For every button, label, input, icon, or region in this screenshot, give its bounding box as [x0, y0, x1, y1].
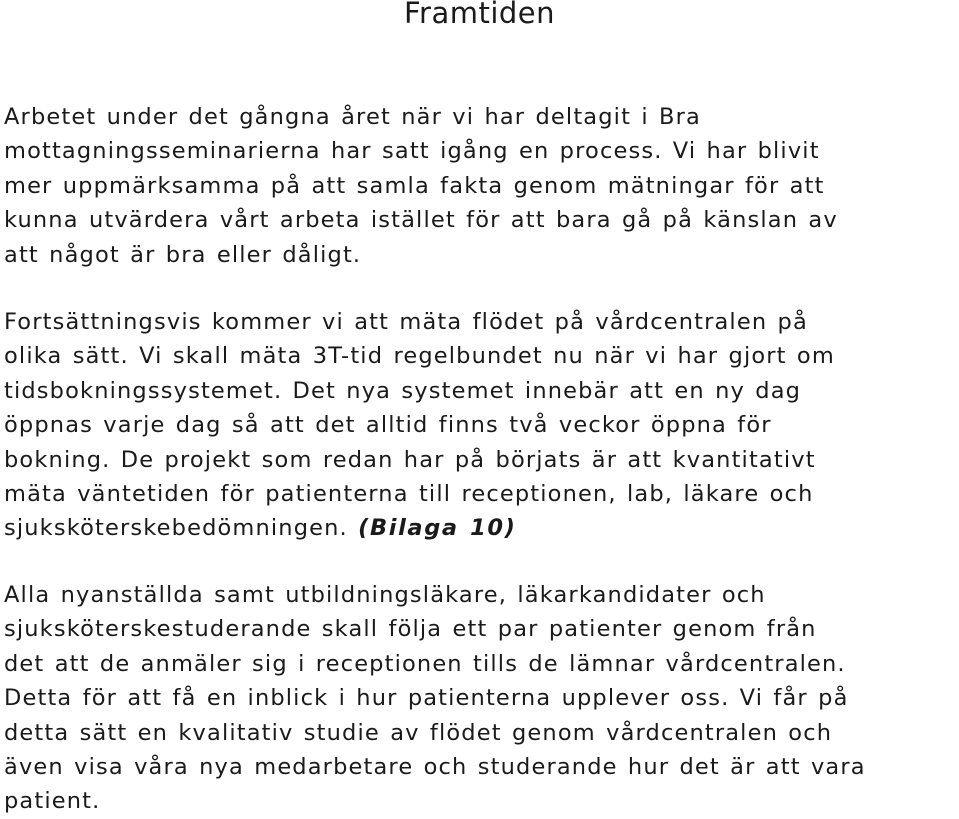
page-title: Framtiden	[403, 0, 556, 30]
text-line: mäta väntetiden för patienterna till receptionen, lab, läkare och	[4, 481, 814, 508]
text-line: detta sätt en kvalitativ studie av flödet genom vårdcentralen och	[4, 719, 833, 746]
text-line: Detta för att få en inblick i hur patienterna upplever oss. Vi får på	[4, 685, 849, 712]
text-line: att något är bra eller dåligt.	[4, 241, 362, 268]
text-line: Alla nyanställda samt utbildningsläkare, läkarkandidater och	[4, 582, 766, 608]
text-line: Fortsättningsvis kommer vi att mäta flödet på vårdcentralen på	[4, 309, 808, 335]
text-line: även visa våra nya medarbetare och studerande hur det är att vara	[4, 754, 866, 781]
text-line: sjuksköterskestuderande skall följa ett par patienter genom från	[4, 616, 817, 643]
paragraph-3	[4, 578, 959, 819]
text-line: olika sätt. Vi skall mäta 3T-tid regelbundet nu när vi har gjort om	[4, 343, 835, 370]
text-line: tidsbokningssystemet. Det nya systemet innebär att en ny dag	[4, 377, 802, 404]
text-line: kunna utvärdera vårt arbeta istället för att bara gå på känslan av	[4, 207, 838, 234]
text-line: det att de anmäler sig i receptionen tills de lämnar vårdcentralen.	[4, 650, 846, 677]
paragraph-2	[4, 305, 959, 546]
text-line: mottagningsseminarierna har satt igång en process. Vi har blivit	[4, 138, 820, 165]
attachment-reference: (Bilaga 10)	[358, 515, 517, 542]
text-line-with-reference	[4, 511, 959, 545]
text-line: bokning. De projekt som redan har på börjats är att kvantitativt	[4, 446, 816, 473]
paragraph-1	[4, 100, 959, 272]
text-segment: sjuksköterskebedömningen.	[4, 515, 348, 542]
text-line: öppnas varje dag så att det alltid finns två veckor öppna för	[4, 412, 772, 439]
text-line: Arbetet under det gångna året när vi har deltagit i Bra	[4, 104, 701, 130]
text-line: patient.	[4, 788, 101, 815]
text-line: mer uppmärksamma på att samla fakta genom mätningar för att	[4, 172, 825, 199]
